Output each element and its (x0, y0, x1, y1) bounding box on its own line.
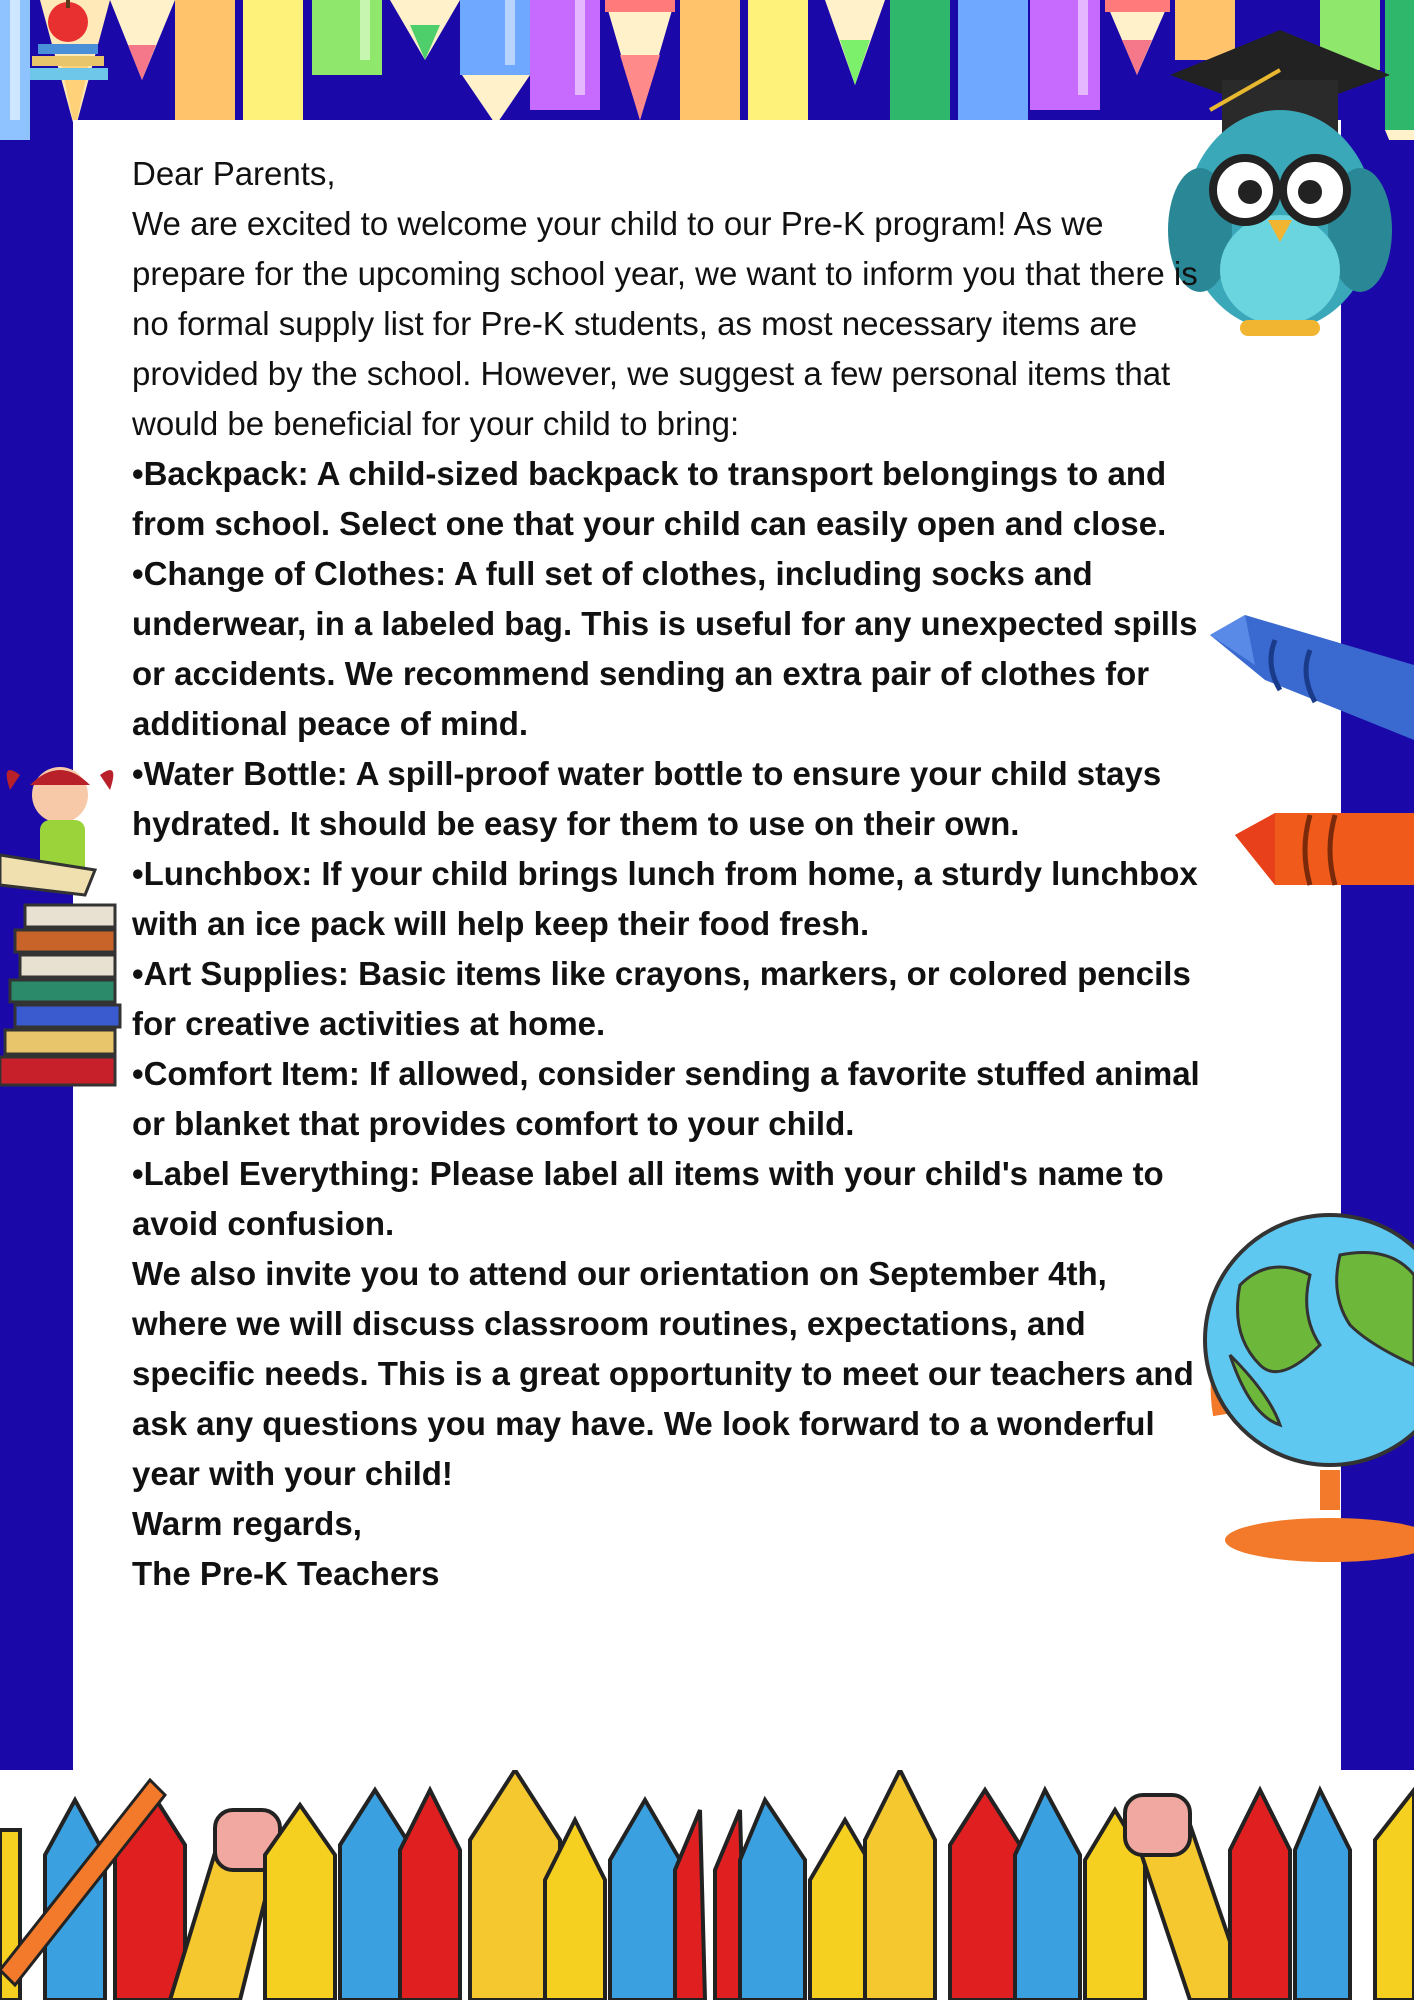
orange-crayon-icon (1235, 805, 1414, 895)
signature: The Pre-K Teachers (132, 1555, 440, 1592)
apple-books-icon (28, 0, 114, 86)
list-item (132, 849, 1210, 949)
list-item (132, 1149, 1210, 1249)
item-backpack: • Backpack: A child-sized backpack to transport belongings to and from school. Select one that your child can easily open and close. (132, 455, 1166, 542)
girl-reading-books-icon (0, 755, 125, 1095)
orientation-paragraph: We also invite you to attend our orientation on September 4th, where we will discuss classroom routines, expectations, and specific needs. This is a great opportunity to meet our teachers and ask any questions you may have. We look forward to a wonderful year with your child! (132, 1255, 1194, 1492)
item-comfort-item: • Comfort Item: If allowed, consider sending a favorite stuffed animal or blanket that provides comfort to your child. (132, 1055, 1200, 1142)
greeting: Dear Parents, (132, 155, 336, 192)
item-change-of-clothes: • Change of Clothes: A full set of clothes, including socks and underwear, in a labeled bag. This is useful for any unexpected spills or accidents. We recommend sending an extra pair of clothes for additional peace of mind. (132, 555, 1197, 742)
list-item (132, 949, 1210, 1049)
blue-crayon-icon (1205, 610, 1414, 740)
item-lunchbox: • Lunchbox: If your child brings lunch from home, a sturdy lunchbox with an ice pack will help keep their food fresh. (132, 855, 1198, 942)
list-item (132, 449, 1210, 549)
item-water-bottle: • Water Bottle: A spill-proof water bottle to ensure your child stays hydrated. It should be easy for them to use on their own. (132, 755, 1161, 842)
globe-icon (1200, 1195, 1414, 1570)
item-label-everything: • Label Everything: Please label all items with your child's name to avoid confusion. (132, 1155, 1164, 1242)
closing: Warm regards, (132, 1505, 362, 1542)
intro-paragraph: We are excited to welcome your child to our Pre-K program! As we prepare for the upcoming school year, we want to inform you that there is no formal supply list for Pre-K students, as most necessary items are provided by the school. However, we suggest a few personal items that would be beneficial for your child to bring: (132, 205, 1198, 442)
list-item (132, 749, 1210, 849)
pencils-bottom-icon (0, 1770, 1414, 2000)
letter-body (132, 149, 1210, 1599)
list-item (132, 549, 1210, 749)
item-art-supplies: • Art Supplies: Basic items like crayons, markers, or colored pencils for creative activities at home. (132, 955, 1191, 1042)
suggested-items-list (132, 449, 1210, 1249)
list-item (132, 1049, 1210, 1149)
